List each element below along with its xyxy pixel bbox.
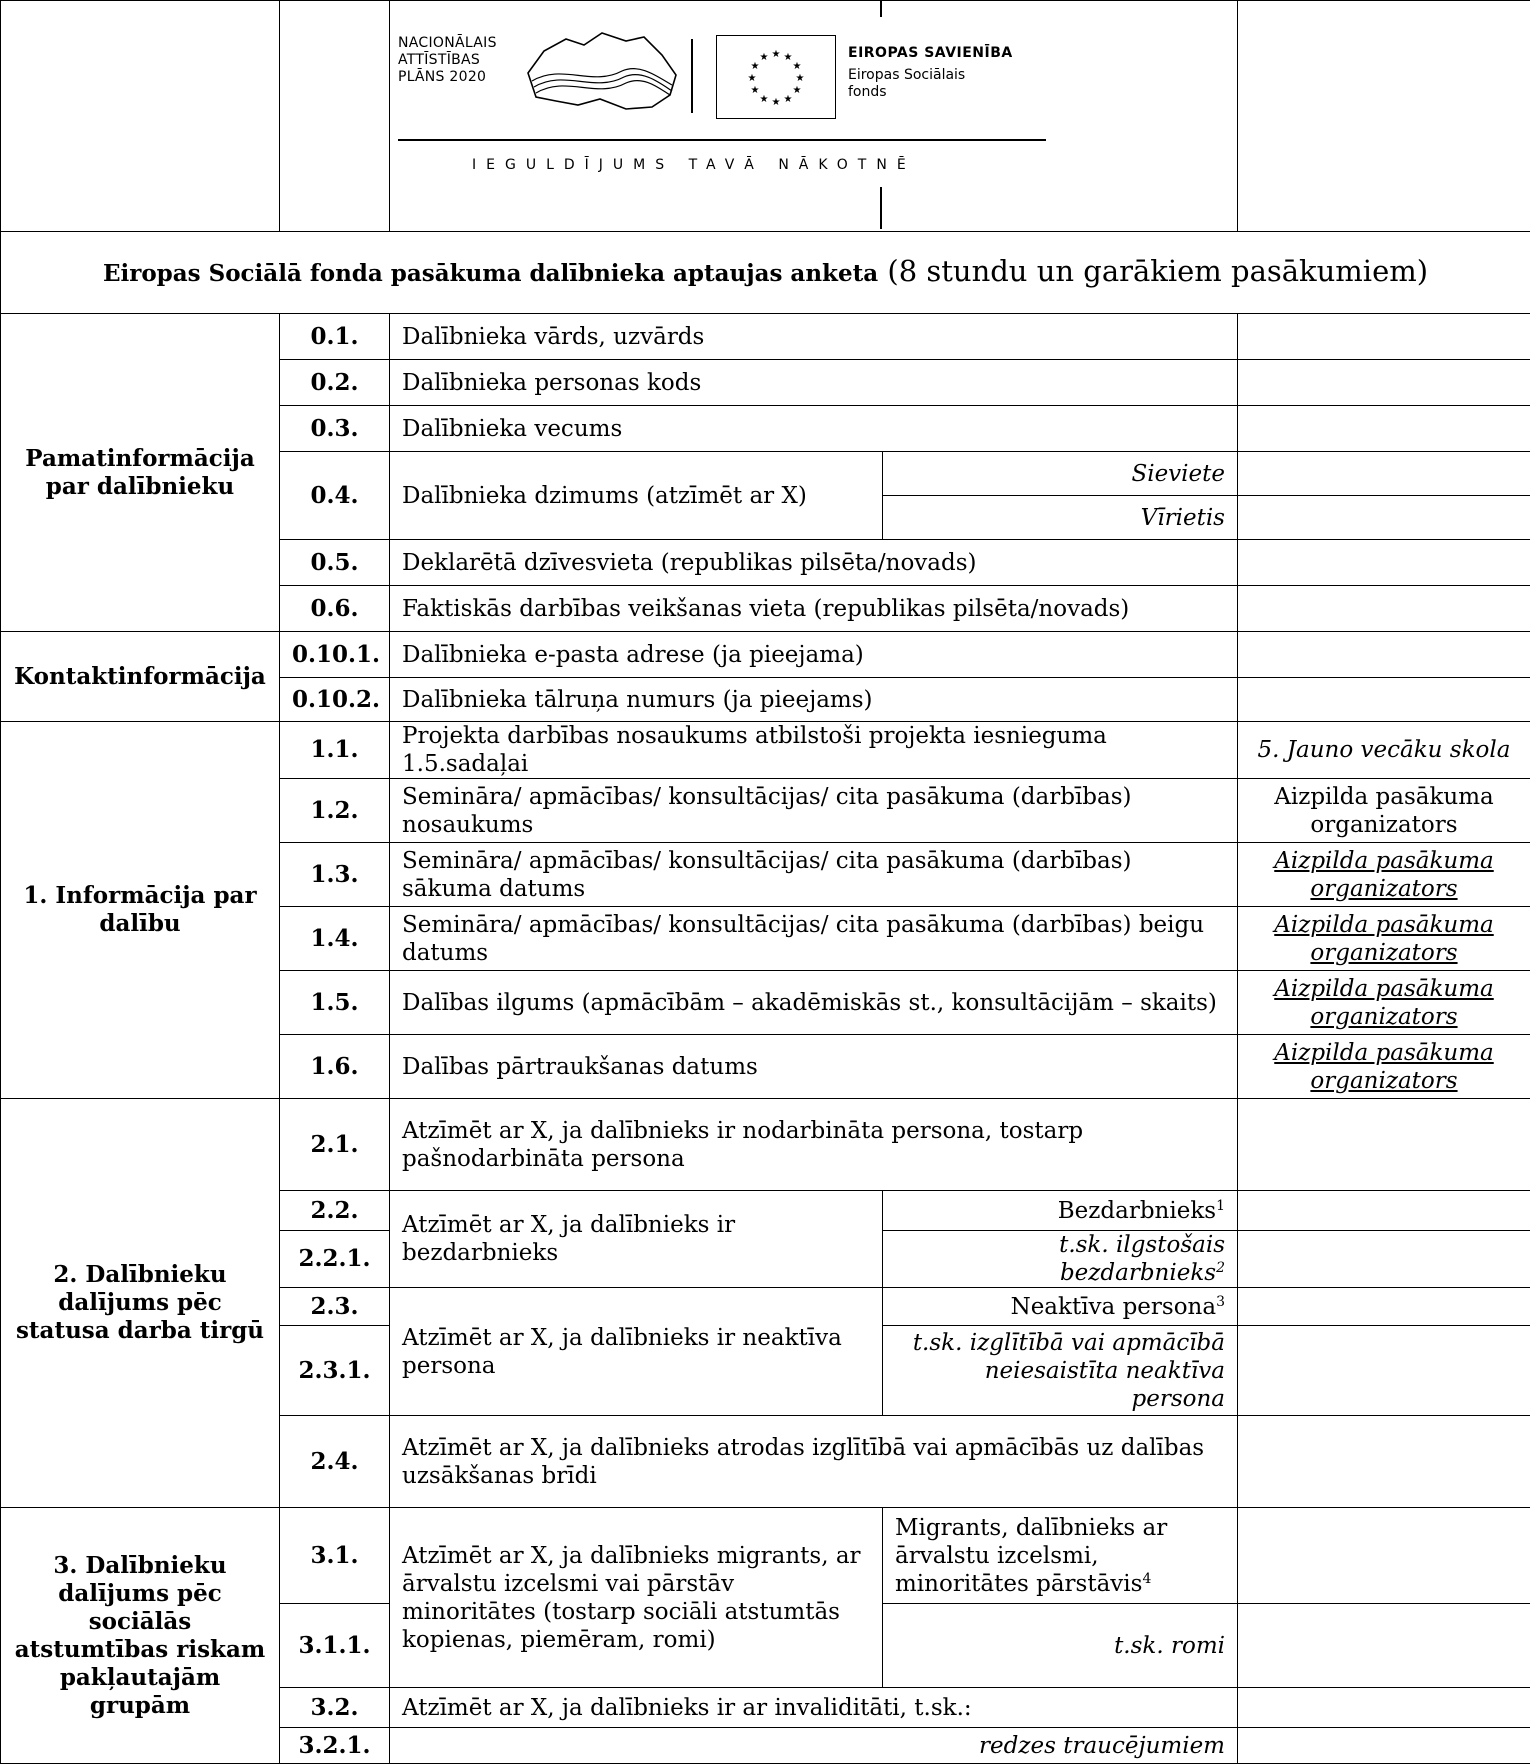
row-label: Atzīmēt ar X, ja dalībnieks migrants, ar ārvalstu izcelsmi vai pārstāv minoritātes (tostarp sociāli atstumtās kopienas, piemēram, romi): [390, 1508, 883, 1688]
row-label: Deklarētā dzīvesvieta (republikas pilsēta/novads): [390, 540, 1238, 586]
row-label: Dalībnieka vārds, uzvārds: [390, 314, 1238, 360]
eu-line-2: fonds: [848, 84, 1013, 101]
banner-divider-bottom: [880, 187, 882, 229]
row-number: 1.5.: [280, 971, 390, 1035]
table-row: [1, 632, 1530, 678]
organizer-note: Aizpilda pasākuma organizators: [1238, 779, 1530, 843]
row-label: Semināra/ apmācības/ konsultācijas/ cita pasākuma (darbības) beigu datums: [390, 907, 1238, 971]
option-label-female: Sieviete: [883, 452, 1238, 496]
organizer-note: Aizpilda pasākuma organizators: [1238, 843, 1530, 907]
form-title: [1, 232, 1530, 314]
organizer-note: Aizpilda pasākuma organizators: [1238, 1035, 1530, 1099]
answer-cell[interactable]: [1238, 1191, 1530, 1231]
row-number: 1.4.: [280, 907, 390, 971]
option-visual-impairment: redzes traucējumiem: [390, 1728, 1238, 1764]
footnote-ref: 1: [1216, 1198, 1225, 1214]
row-label: Dalības ilgums (apmācībām – akadēmiskās st., konsultācijām – skaits): [390, 971, 1238, 1035]
answer-cell[interactable]: [1238, 1231, 1530, 1288]
row-number: 0.2.: [280, 360, 390, 406]
row-label: Dalībnieka personas kods: [390, 360, 1238, 406]
option-roma: t.sk. romi: [883, 1604, 1238, 1688]
answer-cell[interactable]: [1238, 1416, 1530, 1508]
row-label: Dalībnieka dzimums (atzīmēt ar X): [390, 452, 883, 540]
row-number: 2.3.: [280, 1288, 390, 1326]
svg-text:★: ★: [796, 73, 805, 84]
section-basic-info: Pamatinformācija par dalībnieku: [1, 314, 280, 632]
title-row: [1, 232, 1530, 314]
answer-cell[interactable]: [1238, 1604, 1530, 1688]
section-labour-status: 2. Dalībnieku dalījums pēc statusa darba tirgū: [1, 1099, 280, 1508]
svg-text:★: ★: [784, 94, 793, 105]
organizer-note: Aizpilda pasākuma organizators: [1238, 907, 1530, 971]
table-row: [1, 1099, 1530, 1191]
option-label: Migrants, dalībnieks ar ārvalstu izcelsmi, minoritātes pārstāvis: [895, 1515, 1167, 1597]
npa-line-1: NACIONĀLAIS: [398, 35, 497, 52]
row-number: 0.1.: [280, 314, 390, 360]
answer-cell[interactable]: [1238, 678, 1530, 722]
row-number: 2.3.1.: [280, 1326, 390, 1416]
row-number: 2.2.1.: [280, 1231, 390, 1288]
row-label: Semināra/ apmācības/ konsultācijas/ cita pasākuma (darbības) sākuma datums: [390, 843, 1238, 907]
banner-divider-top: [880, 1, 882, 17]
svg-text:★: ★: [760, 52, 769, 63]
row-number: 0.4.: [280, 452, 390, 540]
row-label: Dalībnieka tālruņa numurs (ja pieejams): [390, 678, 1238, 722]
answer-cell[interactable]: [1238, 360, 1530, 406]
logo-separator: [691, 39, 693, 113]
option-inactive-not-in-education: t.sk. izglītībā vai apmācībā neiesaistīta neaktīva persona: [883, 1326, 1238, 1416]
answer-cell[interactable]: [1238, 452, 1530, 496]
footnote-ref: 4: [1142, 1571, 1151, 1587]
svg-text:★: ★: [751, 61, 760, 72]
table-row: [1, 314, 1530, 360]
row-label: Projekta darbības nosaukums atbilstoši projekta iesnieguma 1.5.sadaļai: [390, 722, 1238, 779]
footnote-ref: 3: [1216, 1294, 1225, 1310]
svg-text:★: ★: [751, 85, 760, 96]
svg-text:★: ★: [784, 52, 793, 63]
form-title-main: Eiropas Sociālā fonda pasākuma dalībnieka aptaujas anketa: [103, 260, 878, 287]
row-label: Dalībnieka vecums: [390, 406, 1238, 452]
row-number: 0.10.2.: [280, 678, 390, 722]
logo-row: [1, 1, 1530, 232]
answer-cell[interactable]: [1238, 1508, 1530, 1604]
row-number: 3.2.1.: [280, 1728, 390, 1764]
section-participation: 1. Informācija par dalību: [1, 722, 280, 1099]
svg-text:★: ★: [793, 85, 802, 96]
svg-text:★: ★: [748, 73, 757, 84]
npa-line-2: ATTĪSTĪBAS: [398, 52, 497, 69]
row-label: Faktiskās darbības veikšanas vieta (republikas pilsēta/novads): [390, 586, 1238, 632]
answer-cell[interactable]: [1238, 1688, 1530, 1728]
option-inactive: [883, 1288, 1238, 1326]
option-long-term-unemployed: [883, 1231, 1238, 1288]
option-label: Bezdarbnieks: [1058, 1198, 1216, 1224]
eu-flag-icon: [716, 35, 836, 119]
answer-cell[interactable]: [1238, 632, 1530, 678]
row-number: 3.1.1.: [280, 1604, 390, 1688]
row-number: 1.1.: [280, 722, 390, 779]
row-number: 1.2.: [280, 779, 390, 843]
section-social-exclusion: 3. Dalībnieku dalījums pēc sociālās atstumtības riskam pakļautajām grupām: [1, 1508, 280, 1764]
answer-cell[interactable]: [1238, 314, 1530, 360]
row-number: 3.2.: [280, 1688, 390, 1728]
logo-banner: [390, 1, 1237, 231]
answer-cell[interactable]: [1238, 406, 1530, 452]
table-row: [1, 1508, 1530, 1604]
motto-text: IEGULDĪJUMS TAVĀ NĀKOTNĒ: [472, 151, 916, 179]
npa-logo-text: [398, 35, 497, 86]
row-number: 2.2.: [280, 1191, 390, 1231]
row-number: 3.1.: [280, 1508, 390, 1604]
eu-logo-text: [848, 45, 1013, 101]
table-row: [1, 722, 1530, 779]
svg-text:★: ★: [772, 49, 781, 60]
npa-line-3: PLĀNS 2020: [398, 69, 497, 86]
row-label: Atzīmēt ar X, ja dalībnieks ir neaktīva persona: [390, 1288, 883, 1416]
row-label: Semināra/ apmācības/ konsultācijas/ cita pasākuma (darbības) nosaukums: [390, 779, 1238, 843]
section-contact: Kontaktinformācija: [1, 632, 280, 722]
row-label: Atzīmēt ar X, ja dalībnieks atrodas izglītībā vai apmācībās uz dalības uzsākšanas brīdi: [390, 1416, 1238, 1508]
answer-cell[interactable]: [1238, 586, 1530, 632]
row-label: Atzīmēt ar X, ja dalībnieks ir ar invaliditāti, t.sk.:: [390, 1688, 1238, 1728]
option-label-male: Vīrietis: [883, 496, 1238, 540]
logo-left-cell: [1, 1, 280, 232]
row-number: 0.10.1.: [280, 632, 390, 678]
row-number: 0.6.: [280, 586, 390, 632]
row-label: Atzīmēt ar X, ja dalībnieks ir nodarbināta persona, tostarp pašnodarbināta persona: [390, 1099, 1238, 1191]
answer-cell[interactable]: [1238, 496, 1530, 540]
row-label: Dalībnieka e-pasta adrese (ja pieejama): [390, 632, 1238, 678]
answer-cell[interactable]: [1238, 1326, 1530, 1416]
eu-title: EIROPAS SAVIENĪBA: [848, 45, 1013, 62]
logo-cell: [390, 1, 1238, 232]
logo-right-cell: [1238, 1, 1530, 232]
svg-text:★: ★: [793, 61, 802, 72]
svg-text:★: ★: [772, 97, 781, 108]
row-number: 0.5.: [280, 540, 390, 586]
answer-cell[interactable]: [1238, 1728, 1530, 1764]
row-number: 0.3.: [280, 406, 390, 452]
answer-cell[interactable]: [1238, 1099, 1530, 1191]
svg-text:★: ★: [760, 94, 769, 105]
row-label: Dalības pārtraukšanas datums: [390, 1035, 1238, 1099]
row-number: 2.4.: [280, 1416, 390, 1508]
eu-line-1: Eiropas Sociālais: [848, 67, 1013, 84]
option-label: t.sk. ilgstošais bezdarbnieks: [1059, 1232, 1225, 1286]
row-number: 1.3.: [280, 843, 390, 907]
footnote-ref: 2: [1216, 1260, 1225, 1276]
row-number: 1.6.: [280, 1035, 390, 1099]
activity-name-value: 5. Jauno vecāku skola: [1238, 722, 1530, 779]
banner-rule: [398, 139, 1046, 141]
latvia-map-icon: [522, 29, 682, 115]
organizer-note: Aizpilda pasākuma organizators: [1238, 971, 1530, 1035]
form-title-sub: (8 stundu un garākiem pasākumiem): [878, 254, 1428, 288]
option-label: Neaktīva persona: [1011, 1294, 1217, 1320]
row-number: 2.1.: [280, 1099, 390, 1191]
option-migrant: [883, 1508, 1238, 1604]
row-label: Atzīmēt ar X, ja dalībnieks ir bezdarbnieks: [390, 1191, 883, 1288]
answer-cell[interactable]: [1238, 1288, 1530, 1326]
logo-num-cell: [280, 1, 390, 232]
option-unemployed: [883, 1191, 1238, 1231]
answer-cell[interactable]: [1238, 540, 1530, 586]
